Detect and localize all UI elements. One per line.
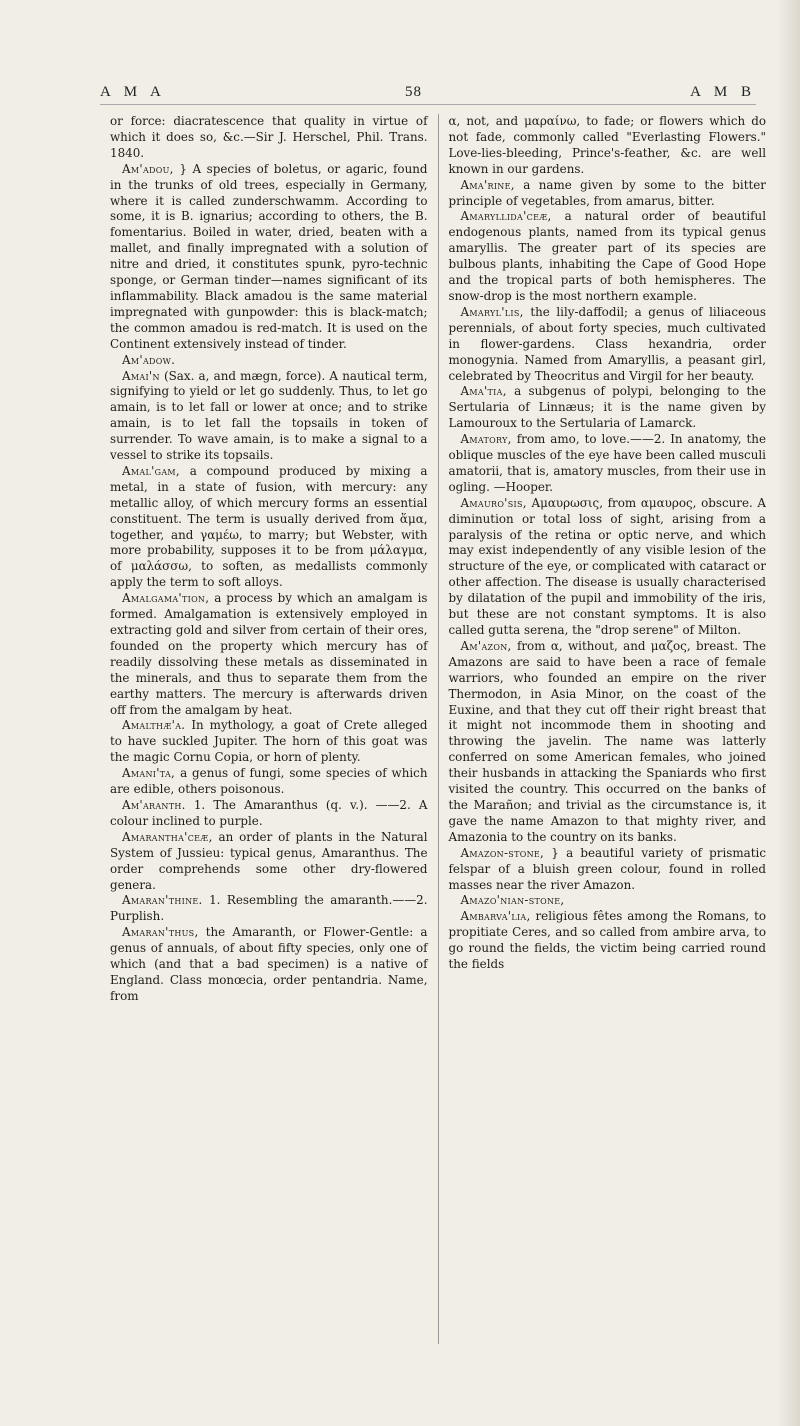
page-header bbox=[100, 84, 756, 106]
entry-definition: an order of plants in the Natural System of Jussieu: typical genus, Amaranthus. The order comprehends some other dry-flowered genera. bbox=[110, 829, 428, 892]
entry-headword: Amatory, bbox=[460, 432, 512, 447]
entry-headword: Ama'tia, bbox=[460, 384, 507, 399]
entry-headword: Amai'n bbox=[122, 368, 160, 383]
dictionary-entry bbox=[110, 718, 428, 766]
left-column bbox=[110, 114, 438, 1344]
entry-definition: the lily-daffodil; a genus of liliaceous perennials, of about forty species, much cultivated in flower-gardens. Class hexandria, order monogynia. Named from Amaryllis, a peasant girl, celebrated by Theocritus and Virgil for her beauty. bbox=[448, 304, 766, 383]
page-number: 58 bbox=[405, 84, 422, 100]
header-rule bbox=[100, 104, 756, 105]
entry-definition: a subgenus of polypi, belonging to the Sertularia of Linnæus; it is the name given by Lamouroux to the Sertularia of Lamarck. bbox=[448, 384, 766, 431]
entry-definition: religious fêtes among the Romans, to propitiate Ceres, and so called from ambire arva, to go round the fields, the victim being carried round the fields bbox=[448, 909, 766, 972]
entry-definition: or force: diacratescence that quality in virtue of which it does so, &c.—Sir J. Herschel, Phil. Trans. 1840. bbox=[110, 114, 428, 160]
entry-definition: from amo, to love.——2. In anatomy, the oblique muscles of the eye have been called musculi amatorii, that is, amatory muscles, from their use in ogling. —Hooper. bbox=[448, 432, 766, 494]
entry-definition: a genus of fungi, some species of which are edible, others poisonous. bbox=[110, 766, 428, 797]
entry-headword: Amalthæ'a. bbox=[122, 718, 186, 733]
dictionary-entry bbox=[110, 925, 428, 1005]
entry-headword: Ambarva'lia, bbox=[460, 909, 531, 924]
entry-definition: the Amaranth, or Flower-Gentle: a genus of annuals, of about fifty species, only one of which (and that a bad specimen) is a native of England. Class monœcia, order pentandria. Name, from bbox=[110, 925, 428, 1003]
dictionary-entry bbox=[449, 846, 767, 894]
dictionary-entry bbox=[449, 639, 767, 846]
entry-headword: Amaranthα'ceæ, bbox=[122, 829, 213, 844]
dictionary-entry bbox=[449, 178, 767, 210]
dictionary-entry bbox=[110, 369, 428, 464]
entry-headword: Amazon-stone, bbox=[460, 845, 545, 860]
dictionary-entry bbox=[110, 798, 428, 830]
entry-definition: In mythology, a goat of Crete alleged to have suckled Jupiter. The horn of this goat was the magic Cornu Copia, or horn of plenty. bbox=[110, 718, 428, 765]
entry-headword: Amal'gam, bbox=[122, 463, 180, 478]
dictionary-entry bbox=[449, 432, 767, 496]
dictionary-entry bbox=[110, 114, 428, 162]
dictionary-entry bbox=[449, 496, 767, 639]
entry-headword: Am'adou, bbox=[122, 161, 174, 176]
dictionary-entry bbox=[449, 384, 767, 432]
dictionary-entry bbox=[449, 893, 767, 909]
entry-definition: 1. Resembling the amaranth.——2. Purplish. bbox=[110, 893, 428, 924]
entry-definition: a process by which an amalgam is formed. Amalgamation is extensively employed in extracting gold and silver from certain of their ores, founded on the property which mercury has of readily dissolving these metals as disseminated in the minerals, and thus to separate them from the earthy matters. The mercury is afterwards driven off from the amalgam by heat. bbox=[110, 591, 428, 717]
entry-headword: Amaran'thine. bbox=[122, 893, 203, 908]
entry-definition: from α, without, and μαζος, breast. The Amazons are said to have been a race of female warriors, who founded an empire on the river Thermodon, in Asia Minor, on the coast of the Euxine, and that they cut off their right breast that it might not incommode them in shooting and throwing the javelin. The name was latterly conferred on some American females, who joined their husbands in attacking the Spaniards who first visited the country. This occurred on the banks of the Marañon; and trivial as the circumstance is, it gave the name Amazon to that mighty river, and Amazonia to the country on its banks. bbox=[448, 638, 766, 844]
dictionary-entry bbox=[110, 464, 428, 591]
header-left-guide-word: A M A bbox=[100, 84, 166, 100]
dictionary-entry bbox=[449, 305, 767, 385]
page-edge-shadow bbox=[776, 0, 800, 1426]
dictionary-entry bbox=[110, 830, 428, 894]
entry-headword: Amani'ta, bbox=[122, 766, 176, 781]
entry-headword: Amalgama'tion, bbox=[122, 591, 210, 606]
entry-definition: (Sax. a, and mægn, force). A nautical term, signifying to yield or let go suddenly. Thus, to let go amain, is to let fall or lower at once; and to strike amain, is to let fall the topsails in token of surrender. To wave amain, is to make a signal to a vessel to strike its topsails. bbox=[110, 368, 428, 463]
dictionary-entry bbox=[110, 893, 428, 925]
dictionary-entry bbox=[110, 591, 428, 718]
entry-headword: Amauro'sis, bbox=[460, 495, 527, 510]
entry-definition: Αμαυρωσις, from αμαυρος, obscure. A diminution or total loss of sight, arising from a paralysis of the retina or optic nerve, and which may exist independently of any visible lesion of the structure of the eye, or complicated with cataract or other affection. The disease is usually characterised by dilatation of the pupil and immobility of the iris, but these are not constant symptoms. It is also called gutta serena, the "drop serene" of Milton. bbox=[448, 495, 766, 637]
entry-definition: 1. The Amaranthus (q. v.). ——2. A colour inclined to purple. bbox=[110, 797, 428, 828]
entry-headword: Am'azon, bbox=[460, 638, 512, 653]
entry-definition: a name given by some to the bitter principle of vegetables, from amarus, bitter. bbox=[448, 177, 766, 208]
entry-definition: } A species of boletus, or agaric, found in the trunks of old trees, especially in Germany, where it is called zunderschwamm. According to some, it is B. ignarius; according to others, the B. fomentarius. Boiled in water, dried, beaten with a mallet, and finally impregnated with a solution of nitre and dried, it constitutes spunk, pyro-technic sponge, or German tinder—names significant of its inflammability. Black amadou is the same material impregnated with gunpowder: this is black-match; the common amadou is red-match. It is used on the Continent extensively instead of tinder. bbox=[110, 161, 428, 351]
entry-headword: Amaryl'lis, bbox=[460, 304, 524, 319]
dictionary-entry bbox=[449, 909, 767, 973]
dictionary-columns bbox=[110, 114, 766, 1344]
entry-definition: } a beautiful variety of prismatic felspar of a bluish green colour, found in rolled masses near the river Amazon. bbox=[448, 845, 766, 892]
dictionary-entry bbox=[110, 353, 428, 369]
entry-headword: Amazo'nian-stone, bbox=[460, 893, 565, 908]
entry-headword: Am'aranth. bbox=[122, 797, 186, 812]
dictionary-entry bbox=[110, 766, 428, 798]
entry-headword: Am'adow. bbox=[122, 352, 176, 367]
right-column bbox=[439, 114, 767, 1344]
dictionary-entry bbox=[449, 209, 767, 304]
entry-headword: Amaran'thus, bbox=[122, 925, 199, 940]
entry-definition: a natural order of beautiful endogenous plants, named from its typical genus amaryllis. The greater part of its species are bulbous plants, inhabiting the Cape of Good Hope and the tropical parts of both hemispheres. The snow-drop is the most northern example. bbox=[448, 209, 766, 303]
dictionary-entry bbox=[449, 114, 767, 178]
entry-definition: a compound produced by mixing a metal, in a state of fusion, with mercury: any metallic alloy, of which mercury forms an essential constituent. The term is usually derived from ἅμα, together, and γαμέω, to marry; but Webster, with more probability, supposes it to be from μάλαγμα, of μαλάσσω, to soften, as medallists commonly apply the term to soft alloys. bbox=[110, 463, 428, 590]
entry-definition: α, not, and μαραίνω, to fade; or flowers which do not fade, commonly called "Everlasting Flowers." Love-lies-bleeding, Prince's-feather, &c. are well known in our gardens. bbox=[448, 114, 766, 176]
entry-headword: Amaryllida'ceæ, bbox=[460, 209, 552, 224]
entry-headword: Ama'rine, bbox=[460, 177, 515, 192]
dictionary-entry bbox=[110, 162, 428, 353]
header-right-guide-word: A M B bbox=[690, 84, 756, 100]
